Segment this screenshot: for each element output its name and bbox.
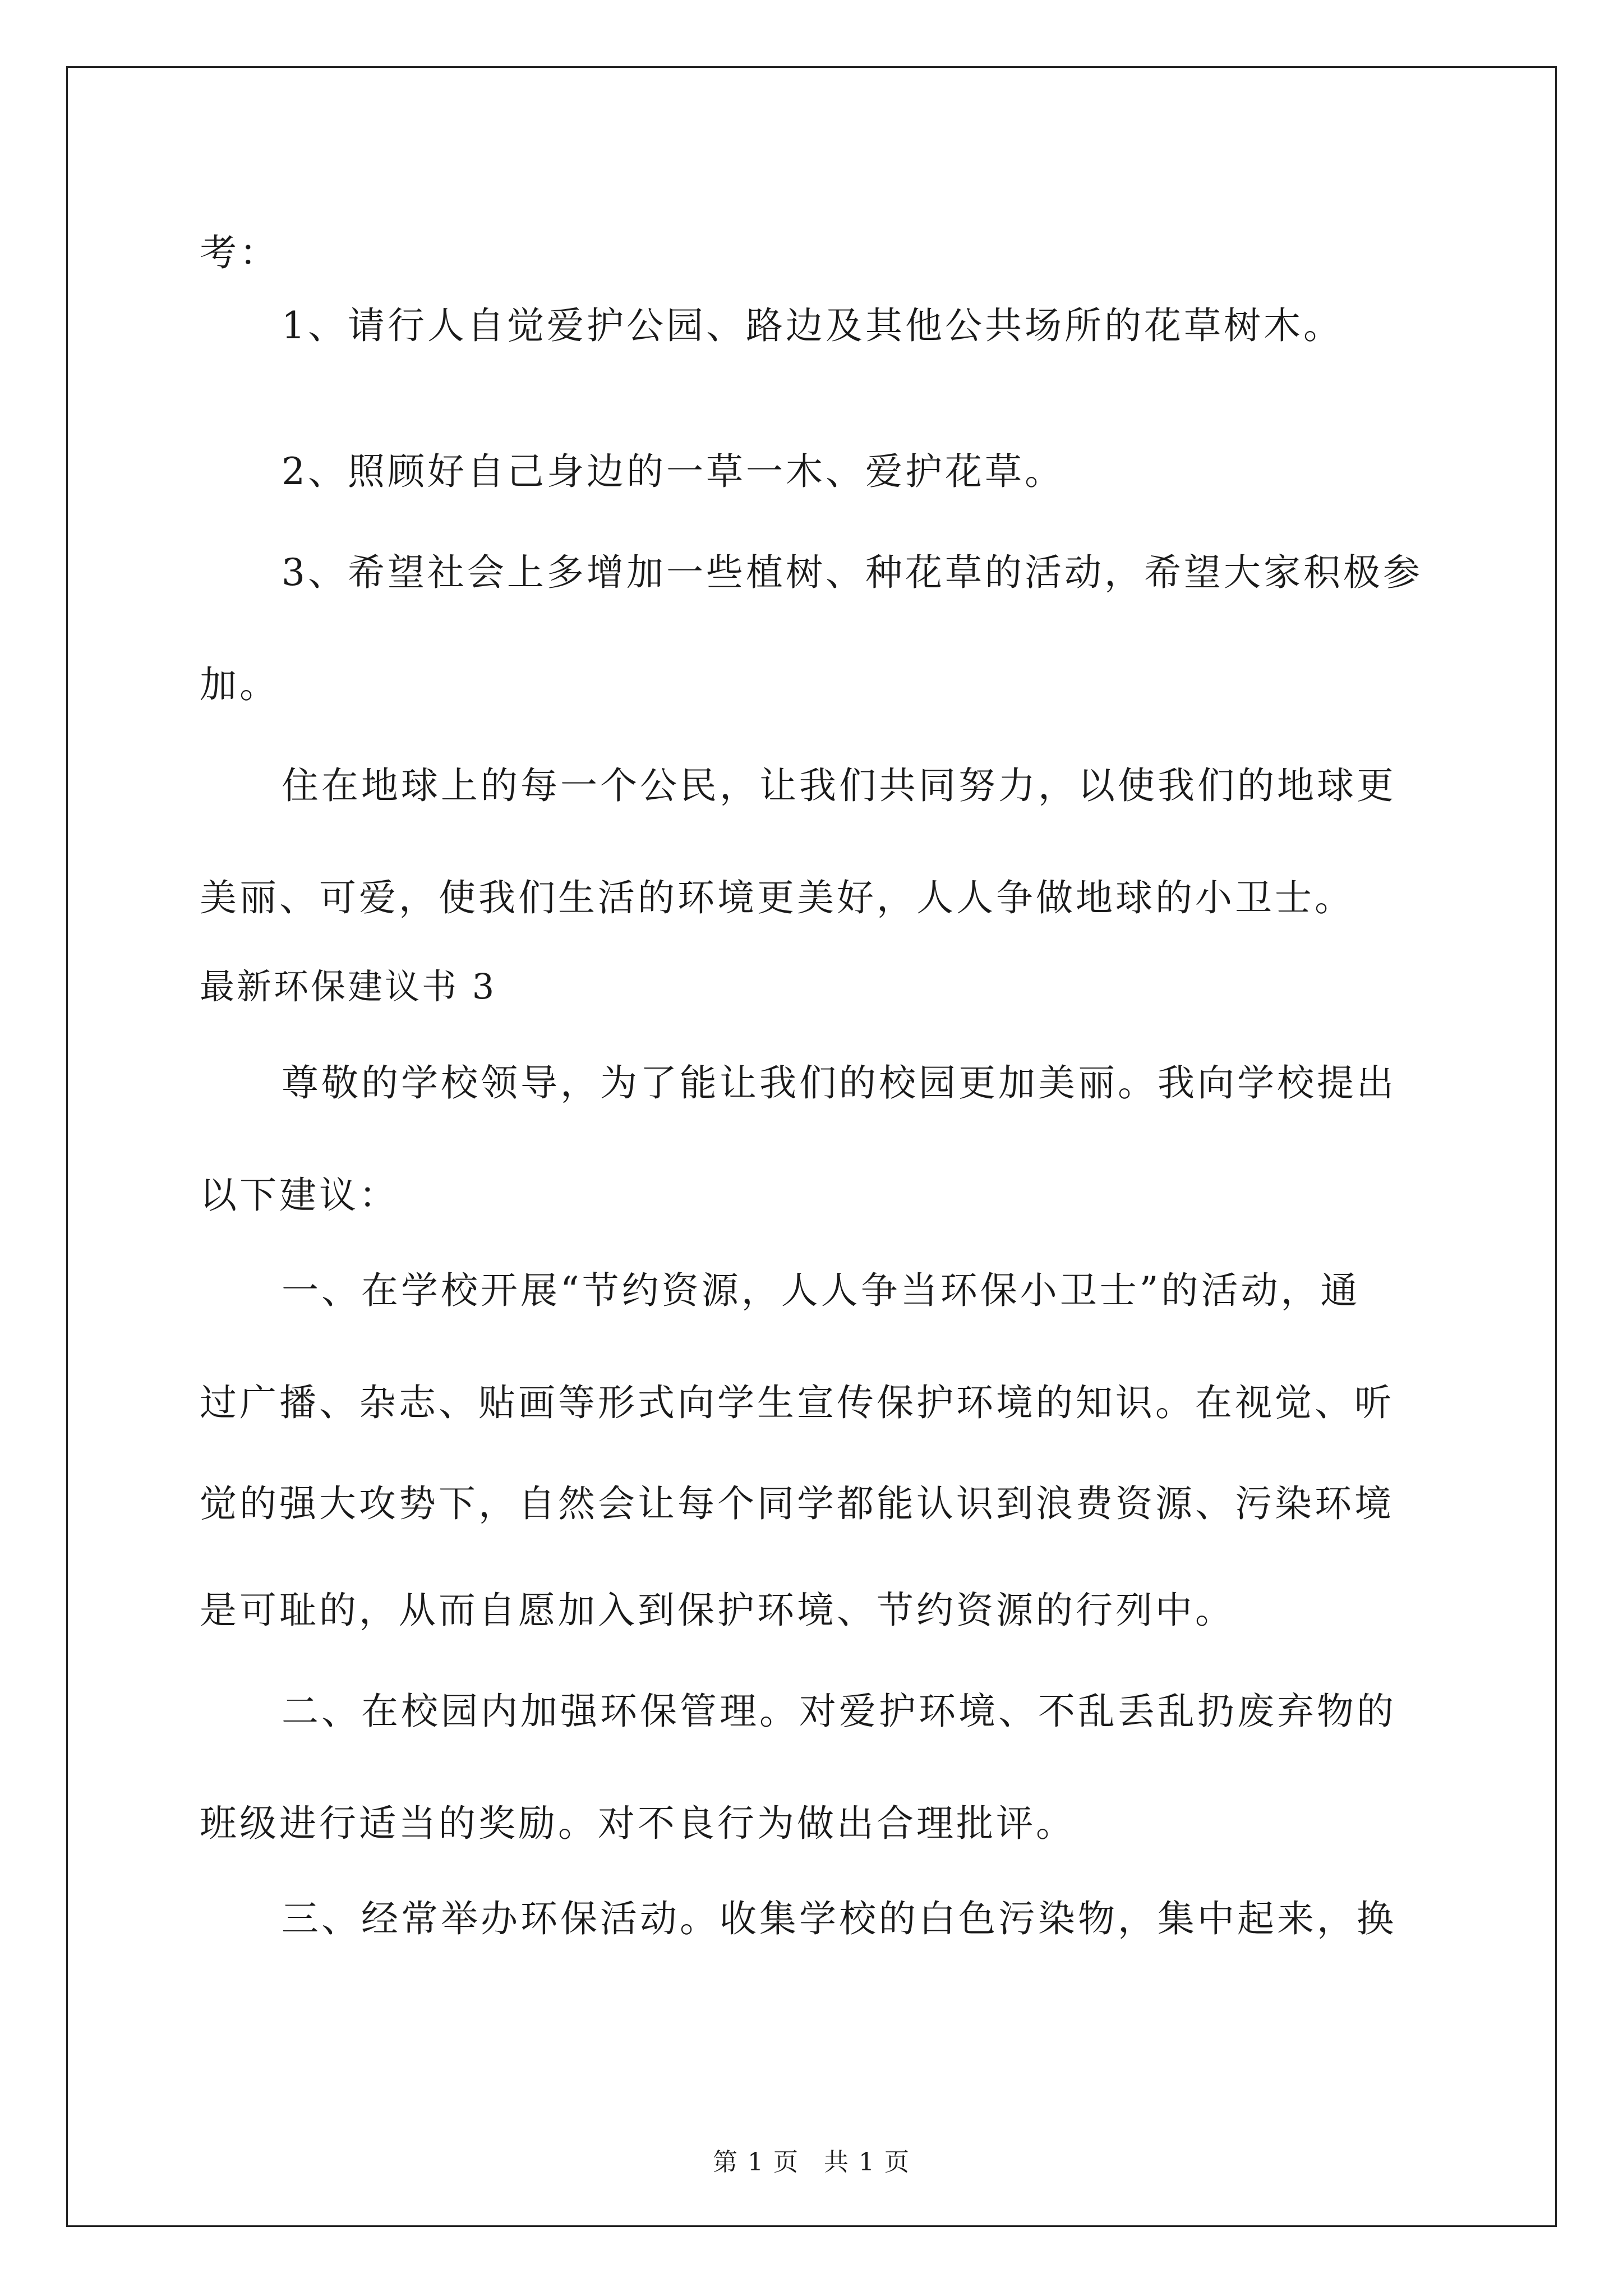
text-line: 加。 — [200, 663, 279, 706]
text-line: 以下建议： — [200, 1174, 399, 1217]
text-line: 三、经常举办环保活动。收集学校的白色污染物，集中起来，换 — [282, 1897, 1396, 1940]
text-line: 住在地球上的每一个公民，让我们共同努力，以使我们的地球更 — [282, 764, 1396, 807]
text-line: 1、请行人自觉爱护公园、路边及其他公共场所的花草树木。 — [282, 304, 1343, 347]
text-line: 2、照顾好自己身边的一草一木、爱护花草。 — [282, 450, 1064, 493]
text-line: 班级进行适当的奖励。对不良行为做出合理批评。 — [200, 1802, 1076, 1845]
text-line: 觉的强大攻势下，自然会让每个同学都能认识到浪费资源、污染环境 — [200, 1482, 1394, 1525]
text-line: 尊敬的学校领导，为了能让我们的校园更加美丽。我向学校提出 — [282, 1061, 1396, 1105]
text-line: 3、希望社会上多增加一些植树、种花草的活动，希望大家积极参 — [282, 551, 1423, 594]
text-line: 美丽、可爱，使我们生活的环境更美好，人人争做地球的小卫士。 — [200, 876, 1354, 919]
page-footer — [0, 2142, 1623, 2178]
text-line: 过广播、杂志、贴画等形式向学生宣传保护环境的知识。在视觉、听 — [200, 1381, 1394, 1424]
text-line: 二、在校园内加强环保管理。对爱护环境、不乱丢乱扔废弃物的 — [282, 1690, 1396, 1733]
text-line: 一、在学校开展“节约资源，人人争当环保小卫士”的活动，通 — [282, 1269, 1361, 1312]
page-number: 第 1 页 — [713, 2148, 799, 2177]
text-line: 考： — [200, 231, 279, 274]
text-line: 是可耻的，从而自愿加入到保护环境、节约资源的行列中。 — [200, 1589, 1235, 1632]
section-heading: 最新环保建议书 3 — [200, 966, 497, 1007]
page-total: 共 1 页 — [824, 2148, 910, 2177]
